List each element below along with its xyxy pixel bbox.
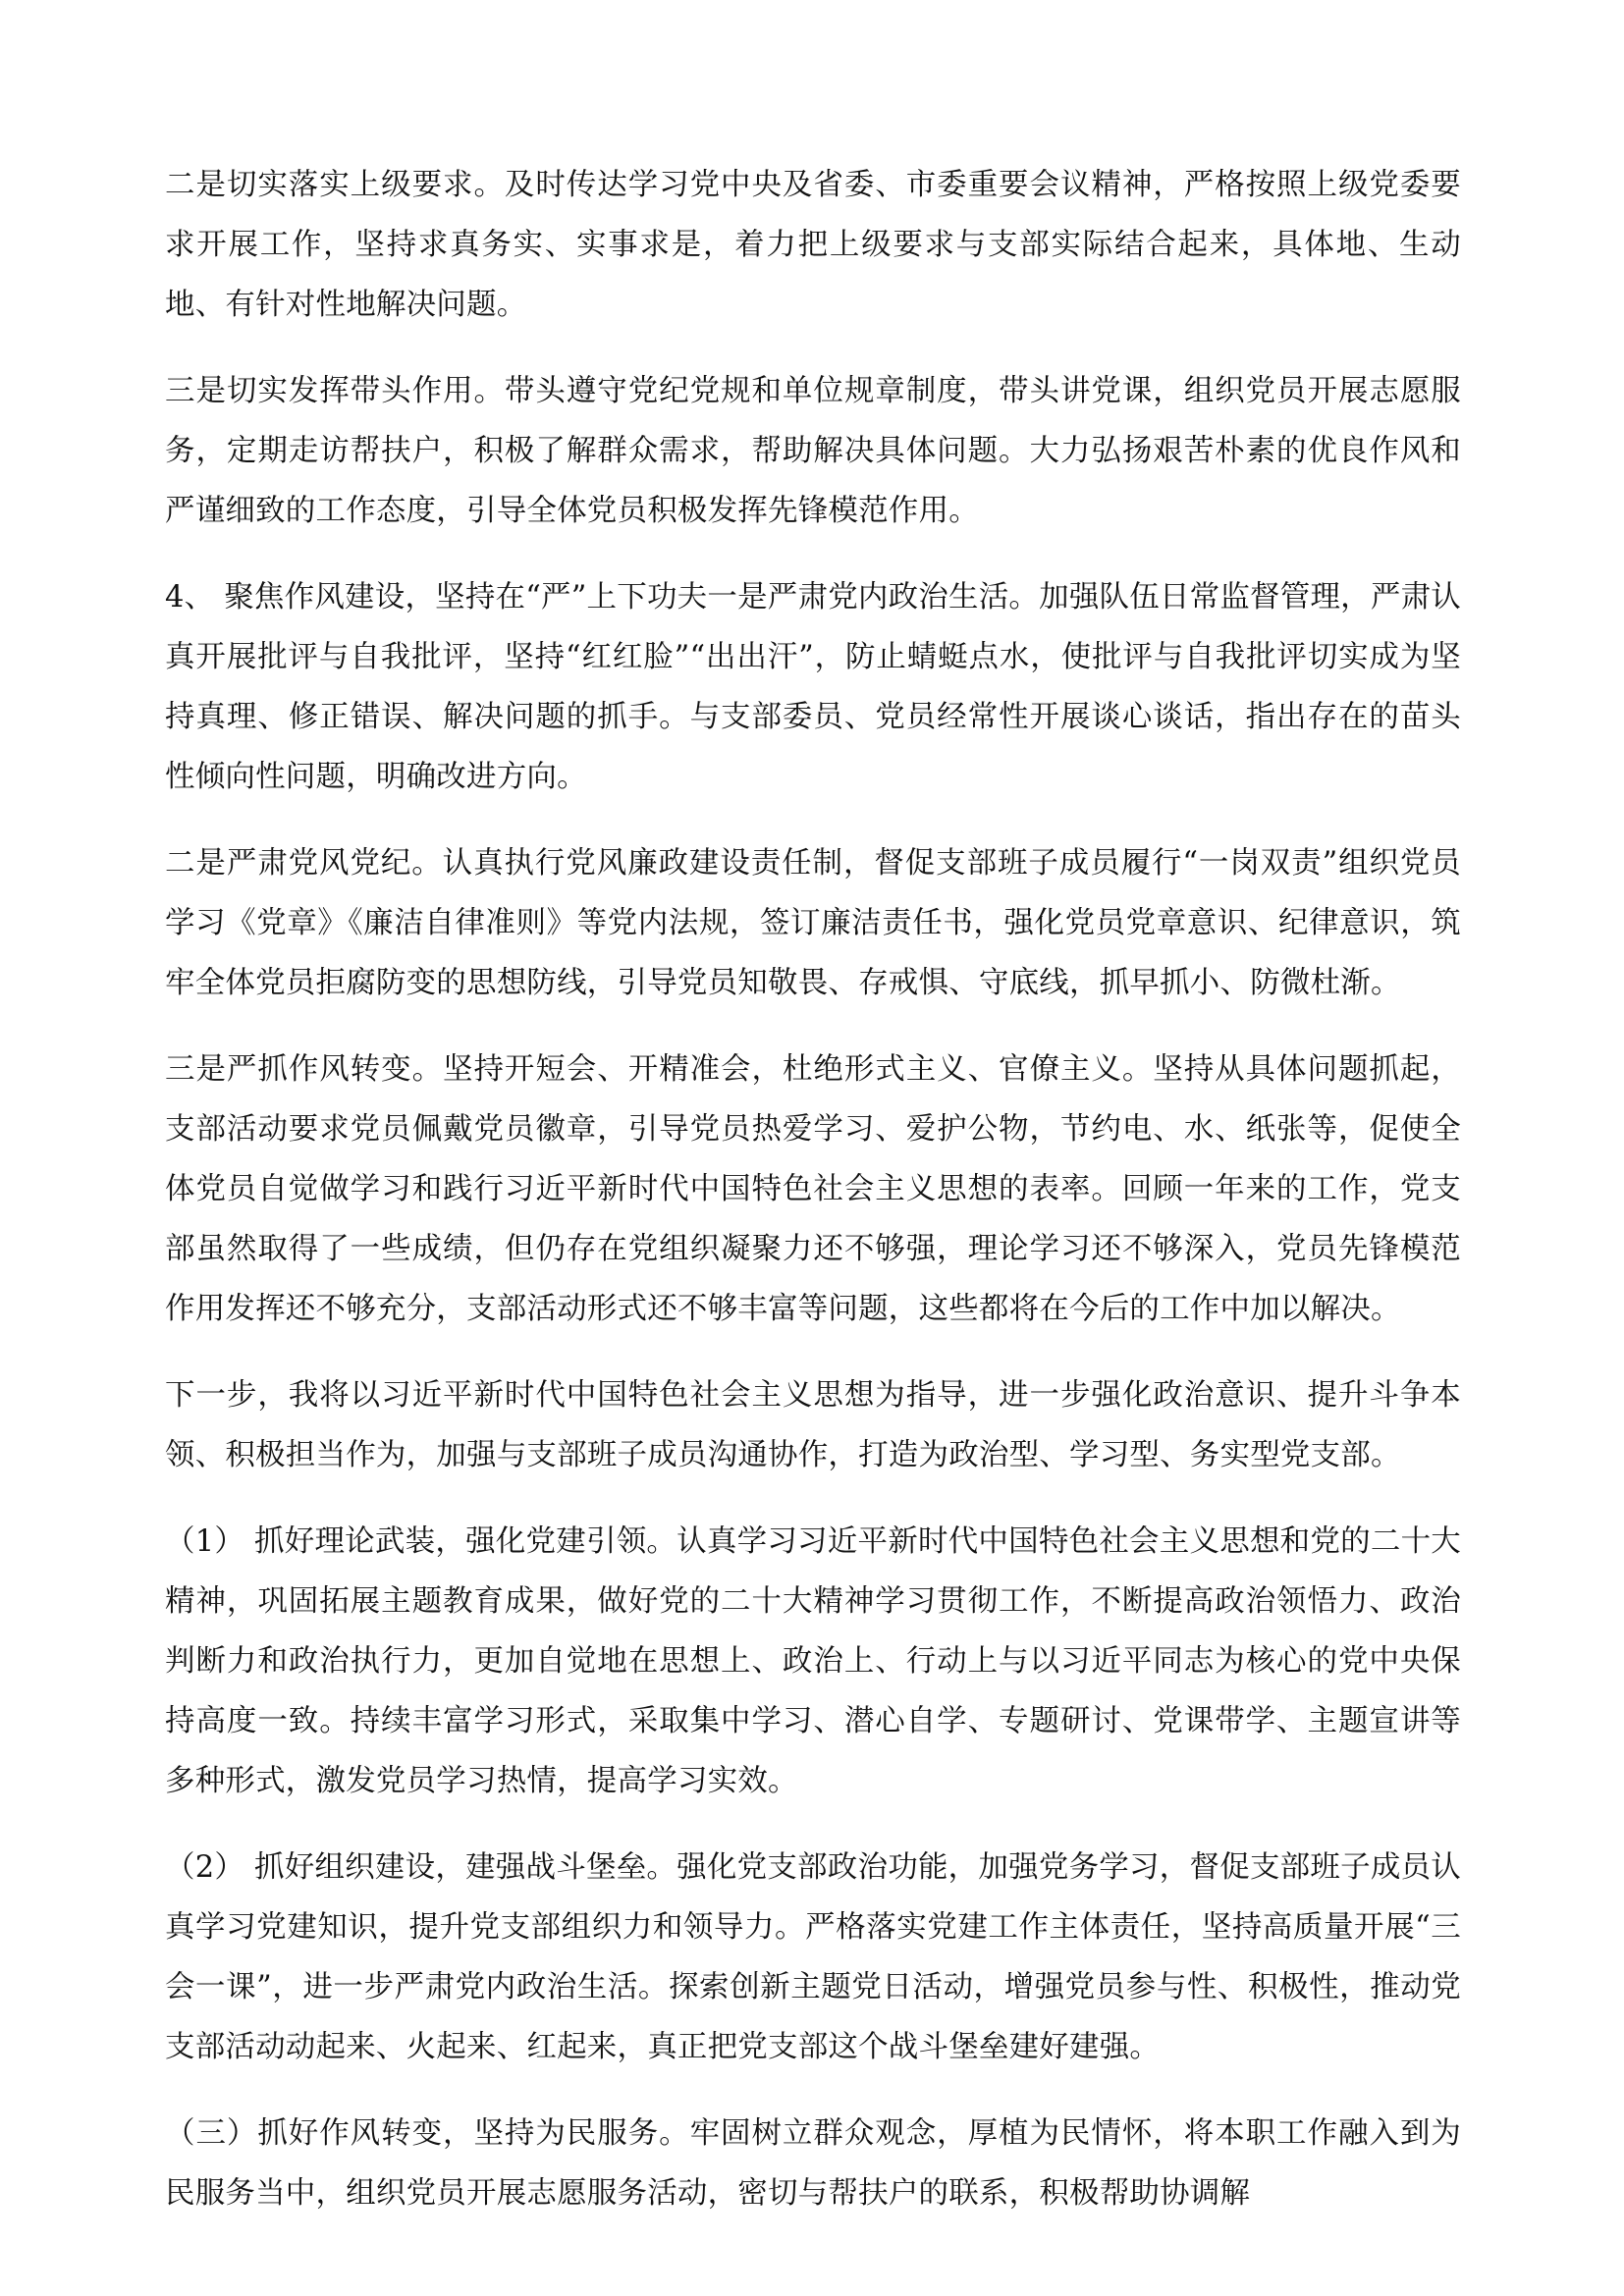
paragraph-item-3: （三）抓好作风转变，坚持为民服务。牢固树立群众观念，厚植为民情怀，将本职工作融入到为民服务当中，组织党员开展志愿服务活动，密切与帮扶户的联系，积极帮助协调解 <box>165 2116 1461 2211</box>
paragraph-daitou-zuoyong: 三是切实发挥带头作用。带头遵守党纪党规和单位规章制度，带头讲党课，组织党员开展志愿服务，定期走访帮扶户，积极了解群众需求，帮助解决具体问题。大力弘扬艰苦朴素的优良作风和严谨细致的工作态度，引导全体党员积极发挥先锋模范作用。 <box>165 374 1461 528</box>
paragraph-shangji-yaoqiu: 二是切实落实上级要求。及时传达学习党中央及省委、市委重要会议精神，严格按照上级党委要求开展工作，坚持求真务实、实事求是，着力把上级要求与支部实际结合起来，具体地、生动地、有针对性地解决问题。 <box>165 168 1461 322</box>
paragraph-xiayibu: 下一步，我将以习近平新时代中国特色社会主义思想为指导，进一步强化政治意识、提升斗争本领、积极担当作为，加强与支部班子成员沟通协作，打造为政治型、学习型、务实型党支部。 <box>165 1378 1461 1472</box>
paragraph-item-2: （2） 抓好组织建设，建强战斗堡垒。强化党支部政治功能，加强党务学习，督促支部班子成员认真学习党建知识，提升党支部组织力和领导力。严格落实党建工作主体责任，坚持高质量开展“三会一课”，进一步严肃党内政治生活。探索创新主题党日活动，增强党员参与性、积极性，推动党支部活动动起来、火起来、红起来，真正把党支部这个战斗堡垒建好建强。 <box>165 1850 1461 2064</box>
paragraph-item-1: （1） 抓好理论武装，强化党建引领。认真学习习近平新时代中国特色社会主义思想和党的二十大精神，巩固拓展主题教育成果，做好党的二十大精神学习贯彻工作，不断提高政治领悟力、政治判断力和政治执行力，更加自觉地在思想上、政治上、行动上与以习近平同志为核心的党中央保持高度一致。持续丰富学习形式，采取集中学习、潜心自学、专题研讨、党课带学、主题宣讲等多种形式，激发党员学习热情，提高学习实效。 <box>165 1524 1461 1798</box>
document-body <box>165 155 1461 2223</box>
paragraph-zuofeng-jianshe: 4、 聚焦作风建设，坚持在“严”上下功夫一是严肃党内政治生活。加强队伍日常监督管理，严肃认真开展批评与自我批评，坚持“红红脸”“出出汗”，防止蜻蜓点水，使批评与自我批评切实成为坚持真理、修正错误、解决问题的抓手。与支部委员、党员经常性开展谈心谈话，指出存在的苗头性倾向性问题，明确改进方向。 <box>165 580 1461 794</box>
paragraph-dangfeng-dangji: 二是严肃党风党纪。认真执行党风廉政建设责任制，督促支部班子成员履行“一岗双责”组织党员学习《党章》《廉洁自律准则》等党内法规，签订廉洁责任书，强化党员党章意识、纪律意识，筑牢全体党员拒腐防变的思想防线，引导党员知敬畏、存戒惧、守底线，抓早抓小、防微杜渐。 <box>165 846 1461 1000</box>
paragraph-zuofeng-zhuanbian: 三是严抓作风转变。坚持开短会、开精准会，杜绝形式主义、官僚主义。坚持从具体问题抓起，支部活动要求党员佩戴党员徽章，引导党员热爱学习、爱护公物，节约电、水、纸张等，促使全体党员自觉做学习和践行习近平新时代中国特色社会主义思想的表率。回顾一年来的工作，党支部虽然取得了一些成绩，但仍存在党组织凝聚力还不够强，理论学习还不够深入，党员先锋模范作用发挥还不够充分，支部活动形式还不够丰富等问题，这些都将在今后的工作中加以解决。 <box>165 1052 1461 1326</box>
